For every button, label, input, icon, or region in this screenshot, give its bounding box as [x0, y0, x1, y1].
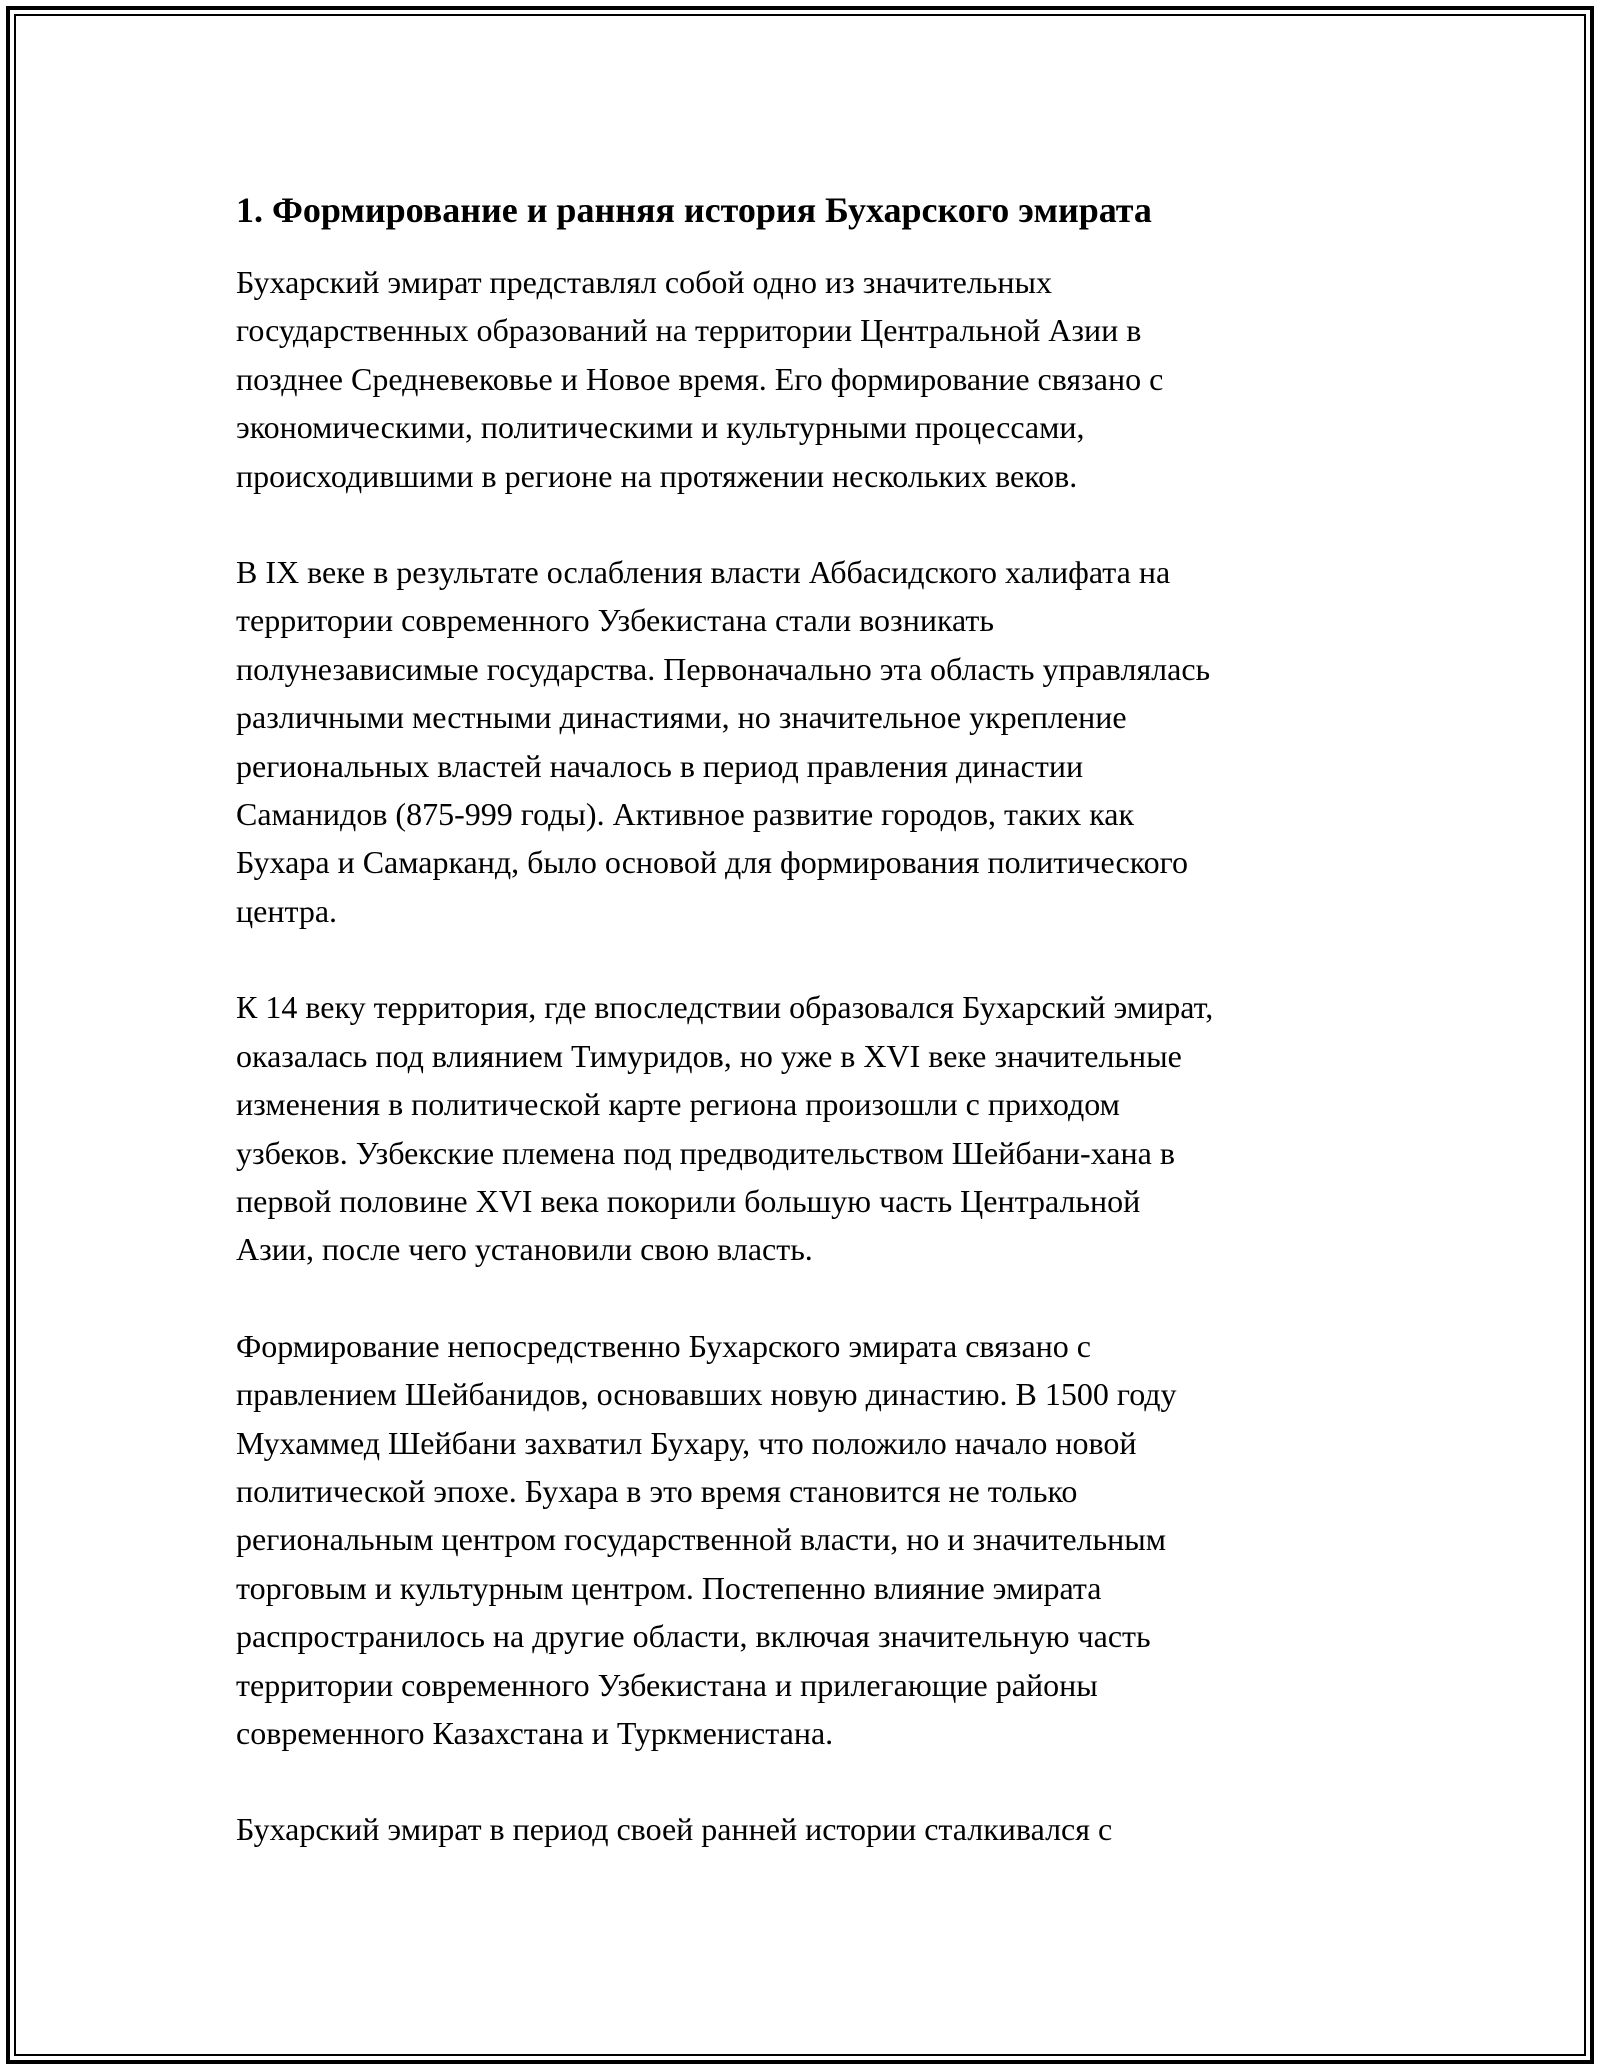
paragraph-4: Формирование непосредственно Бухарского эмирата связано с правлением Шейбанидов, основавших новую династию. В 1500 году Мухаммед Шейбани захватил Бухару, что положило начало новой политической эпохе. Бухара в это время становится не только региональным центром государственной власти, но и значительным торговым и культурным центром. Постепенно влияние эмирата распространилось на другие области, включая значительную часть территории современного Узбекистана и прилегающие районы современного Казахстана и Туркменистана. — [236, 1327, 1177, 1751]
paragraph-1: Бухарский эмират представлял собой одно из значительных государственных образований на территории Центральной Азии в позднее Средневековье и Новое время. Его формирование связано с экономическими, политическими и культурными процессами, происходившими в регионе на протяжении нескольких веков. — [236, 264, 1164, 494]
paragraph-2: В IX веке в результате ослабления власти Аббасидского халифата на территории современного Узбекистана стали возникать полунезависимые государства. Первоначально эта область управлялась различными местными династиями, но значительное укрепление региональных властей началось в период правления династии Саманидов (875-999 годы). Активное развитие городов, таких как Бухара и Самарканд, было основой для формирования политического центра. — [236, 554, 1211, 929]
paragraph-3: К 14 веку территория, где впоследствии образовался Бухарский эмират, оказалась под влиянием Тимуридов, но уже в XVI веке значительные изменения в политической карте региона произошли с приходом узбеков. Узбекские племена под предводительством Шейбани-хана в первой половине XVI века покорили большую часть Центральной Азии, после чего установили свою власть. — [236, 989, 1214, 1268]
section-heading: 1. Формирование и ранняя история Бухарского эмирата — [236, 190, 1152, 230]
paragraph-5: Бухарский эмират в период своей ранней истории сталкивался с — [236, 1811, 1113, 1848]
document-body — [236, 186, 1376, 1854]
